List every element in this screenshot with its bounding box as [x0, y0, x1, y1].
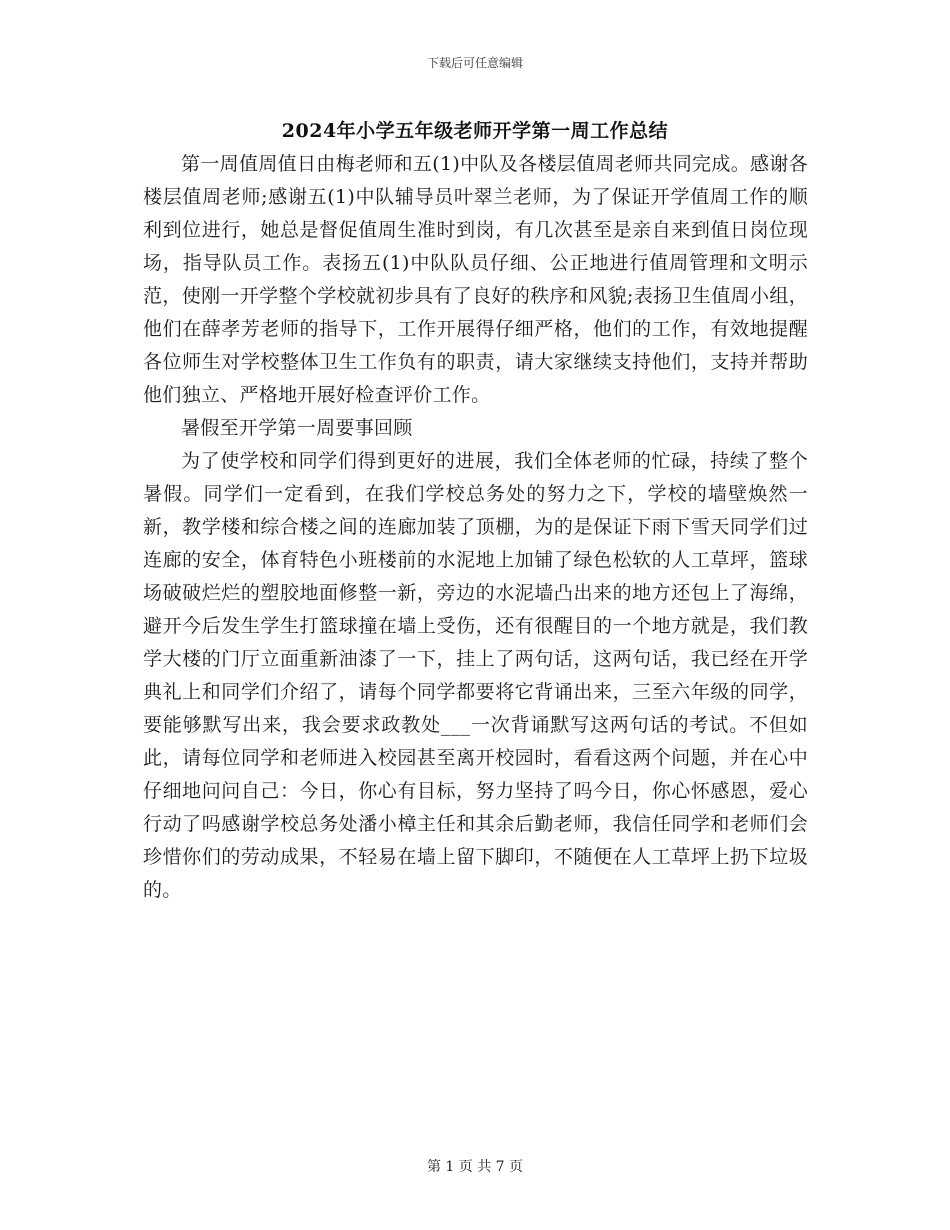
section-heading-review: 暑假至开学第一周要事回顾 — [181, 417, 413, 439]
paragraph-summer-review: 为了使学校和同学们得到更好的进展，我们全体老师的忙碌，持续了整个暑假。同学们一定看到，在我们学校总务处的努力之下，学校的墙壁焕然一新，教学楼和综合楼之间的连廊加装了顶棚，为的是保证下雨下雪天同学们过连廊的安全，体育特色小班楼前的水泥地上加铺了绿色松软的人工草坪，篮球场破破烂烂的塑胶地面修整一新，旁边的水泥墙凸出来的地方还包上了海绵，避开今后发生学生打篮球撞在墙上受伤，还有很醒目的一个地方就是，我们教学大楼的门厅立面重新油漆了一下，挂上了两句话，这两句话，我已经在开学典礼上和同学们介绍了，请每个同学都要将它背诵出来，三至六年级的同学，要能够默写出来，我会要求政教处___一次背诵默写这两句话的考试。不但如此，请每位同学和老师进入校园甚至离开校园时，看看这两个问题，并在心中仔细地问问自己：今日，你心有目标，努力坚持了吗今日，你心怀感恩，爱心行动了吗感谢学校总务处潘小樟主任和其余后勤老师，我信任同学和老师们会珍惜你们的劳动成果，不轻易在墙上留下脚印，不随便在人工草坪上扔下垃圾的。 — [143, 450, 808, 901]
document-title: 2024年小学五年级老师开学第一周工作总结 — [281, 120, 669, 142]
header-note: 下载后可任意编辑 — [426, 56, 523, 70]
page-footer: 第 1 页 共 7 页 — [426, 1159, 524, 1175]
paragraph-duty-week: 第一周值周值日由梅老师和五(1)中队及各楼层值周老师共同完成。感谢各楼层值周老师;感谢五(1)中队辅导员叶翠兰老师，为了保证开学值周工作的顺利到位进行，她总是督促值周生准时到岗，有几次甚至是亲自来到值日岗位现场，指导队员工作。表扬五(1)中队队员仔细、公正地进行值周管理和文明示范，使刚一开学整个学校就初步具有了良好的秩序和风貌;表扬卫生值周小组，他们在薛孝芳老师的指导下，工作开展得仔细严格，他们的工作，有效地提醒各位师生对学校整体卫生工作负有的职责，请大家继续支持他们，支持并帮助他们独立、严格地开展好检查评价工作。 — [143, 153, 808, 406]
document-body — [143, 148, 808, 907]
